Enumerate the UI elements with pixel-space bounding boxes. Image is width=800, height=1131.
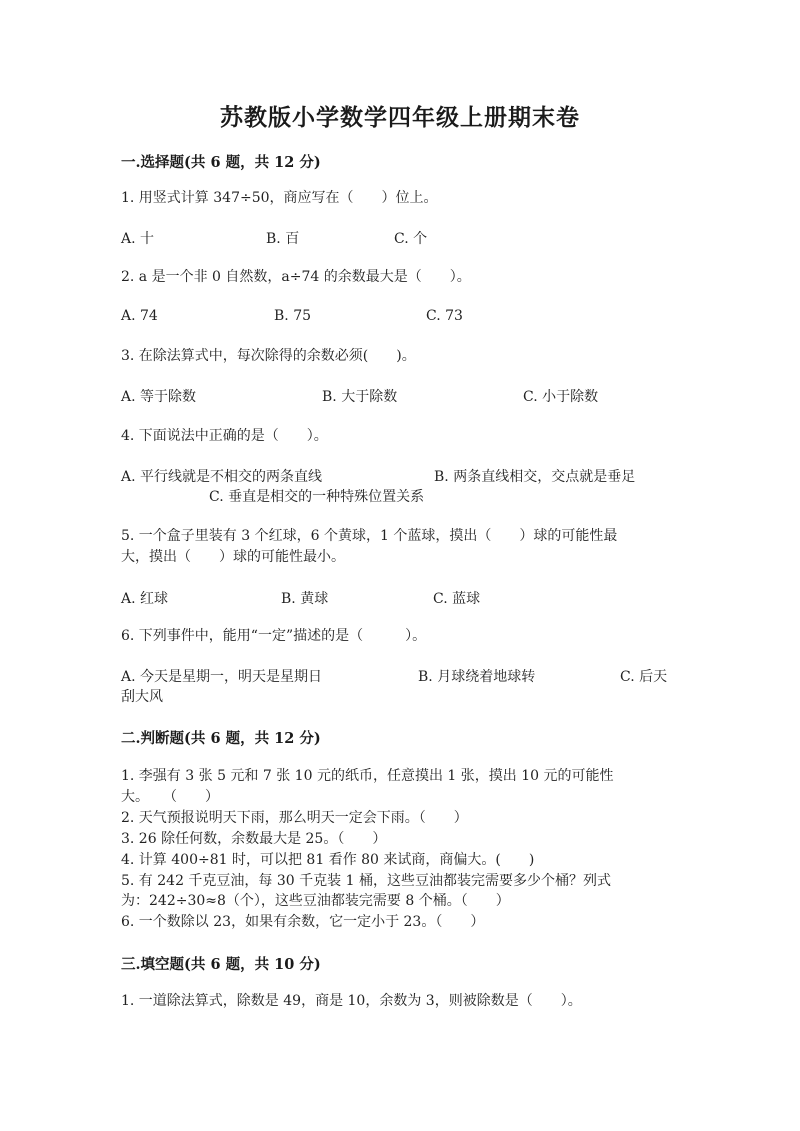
judgment-line-6: 5. 有 242 千克豆油，每 30 千克装 1 桶，这些豆油都装完需要多少个桶？列式 [121,873,611,889]
option-1-5-b: B. 黄球 [281,591,329,607]
section-heading-judgment: 二.判断题(共 6 题，共 12 分) [121,730,321,747]
option-1-2-c: C. 73 [426,308,463,324]
option-1-6-c-continued: 刮大风 [121,689,163,705]
option-1-1-a: A. 十 [121,231,155,247]
option-1-4-a: A. 平行线就是不相交的两条直线 [121,469,323,485]
question-1-3: 3. 在除法算式中，每次除得的余数必须( )。 [121,348,416,364]
question-1-5-line-2: 大，摸出（ ）球的可能性最小。 [121,549,345,565]
judgment-line-8: 6. 一个数除以 23，如果有余数，它一定小于 23。（ ） [121,914,485,930]
question-1-2: 2. a 是一个非 0 自然数，a÷74 的余数最大是（ ）。 [121,269,471,285]
option-1-3-b: B. 大于除数 [322,389,398,405]
judgment-line-1: 1. 李强有 3 张 5 元和 7 张 10 元的纸币，任意摸出 1 张，摸出 10 元的可能性 [121,768,614,784]
fill-blank-line-1: 1. 一道除法算式，除数是 49，商是 10，余数为 3，则被除数是（ ）。 [121,993,582,1009]
option-1-2-b: B. 75 [274,308,312,324]
question-1-5-line-1: 5. 一个盒子里装有 3 个红球，6 个黄球，1 个蓝球，摸出（ ）球的可能性最 [121,528,618,544]
option-1-3-c: C. 小于除数 [523,389,599,405]
option-1-2-a: A. 74 [121,308,158,324]
judgment-line-4: 3. 26 除任何数，余数最大是 25。（ ） [121,831,387,847]
question-1-6: 6. 下列事件中，能用“一定”描述的是（ ）。 [121,628,427,644]
option-1-5-a: A. 红球 [121,591,169,607]
option-1-6-a: A. 今天是星期一，明天是星期日 [121,669,323,685]
judgment-line-7: 为：242÷30≈8（个），这些豆油都装完需要 8 个桶。（ ） [121,893,510,909]
question-1-4: 4. 下面说法中正确的是（ ）。 [121,428,328,444]
judgment-line-5: 4. 计算 400÷81 时，可以把 81 看作 80 来试商，商偏大。( ) [121,852,535,868]
judgment-line-2: 大。 （ ） [121,789,219,805]
option-1-1-c: C. 个 [394,231,428,247]
section-heading-choice: 一.选择题(共 6 题，共 12 分) [121,154,321,171]
judgment-line-3: 2. 天气预报说明天下雨，那么明天一定会下雨。（ ） [121,810,468,826]
option-1-6-b: B. 月球绕着地球转 [418,669,536,685]
option-1-4-c: C. 垂直是相交的一种特殊位置关系 [209,489,425,505]
section-heading-fill-blank: 三.填空题(共 6 题，共 10 分) [121,956,321,973]
page-title: 苏教版小学数学四年级上册期末卷 [220,104,580,131]
option-1-5-c: C. 蓝球 [433,591,481,607]
option-1-6-c: C. 后天 [620,669,668,685]
option-1-4-b: B. 两条直线相交，交点就是垂足 [434,469,636,485]
question-1-1: 1. 用竖式计算 347÷50，商应写在（ ）位上。 [121,190,438,206]
option-1-1-b: B. 百 [266,231,300,247]
option-1-3-a: A. 等于除数 [121,389,197,405]
